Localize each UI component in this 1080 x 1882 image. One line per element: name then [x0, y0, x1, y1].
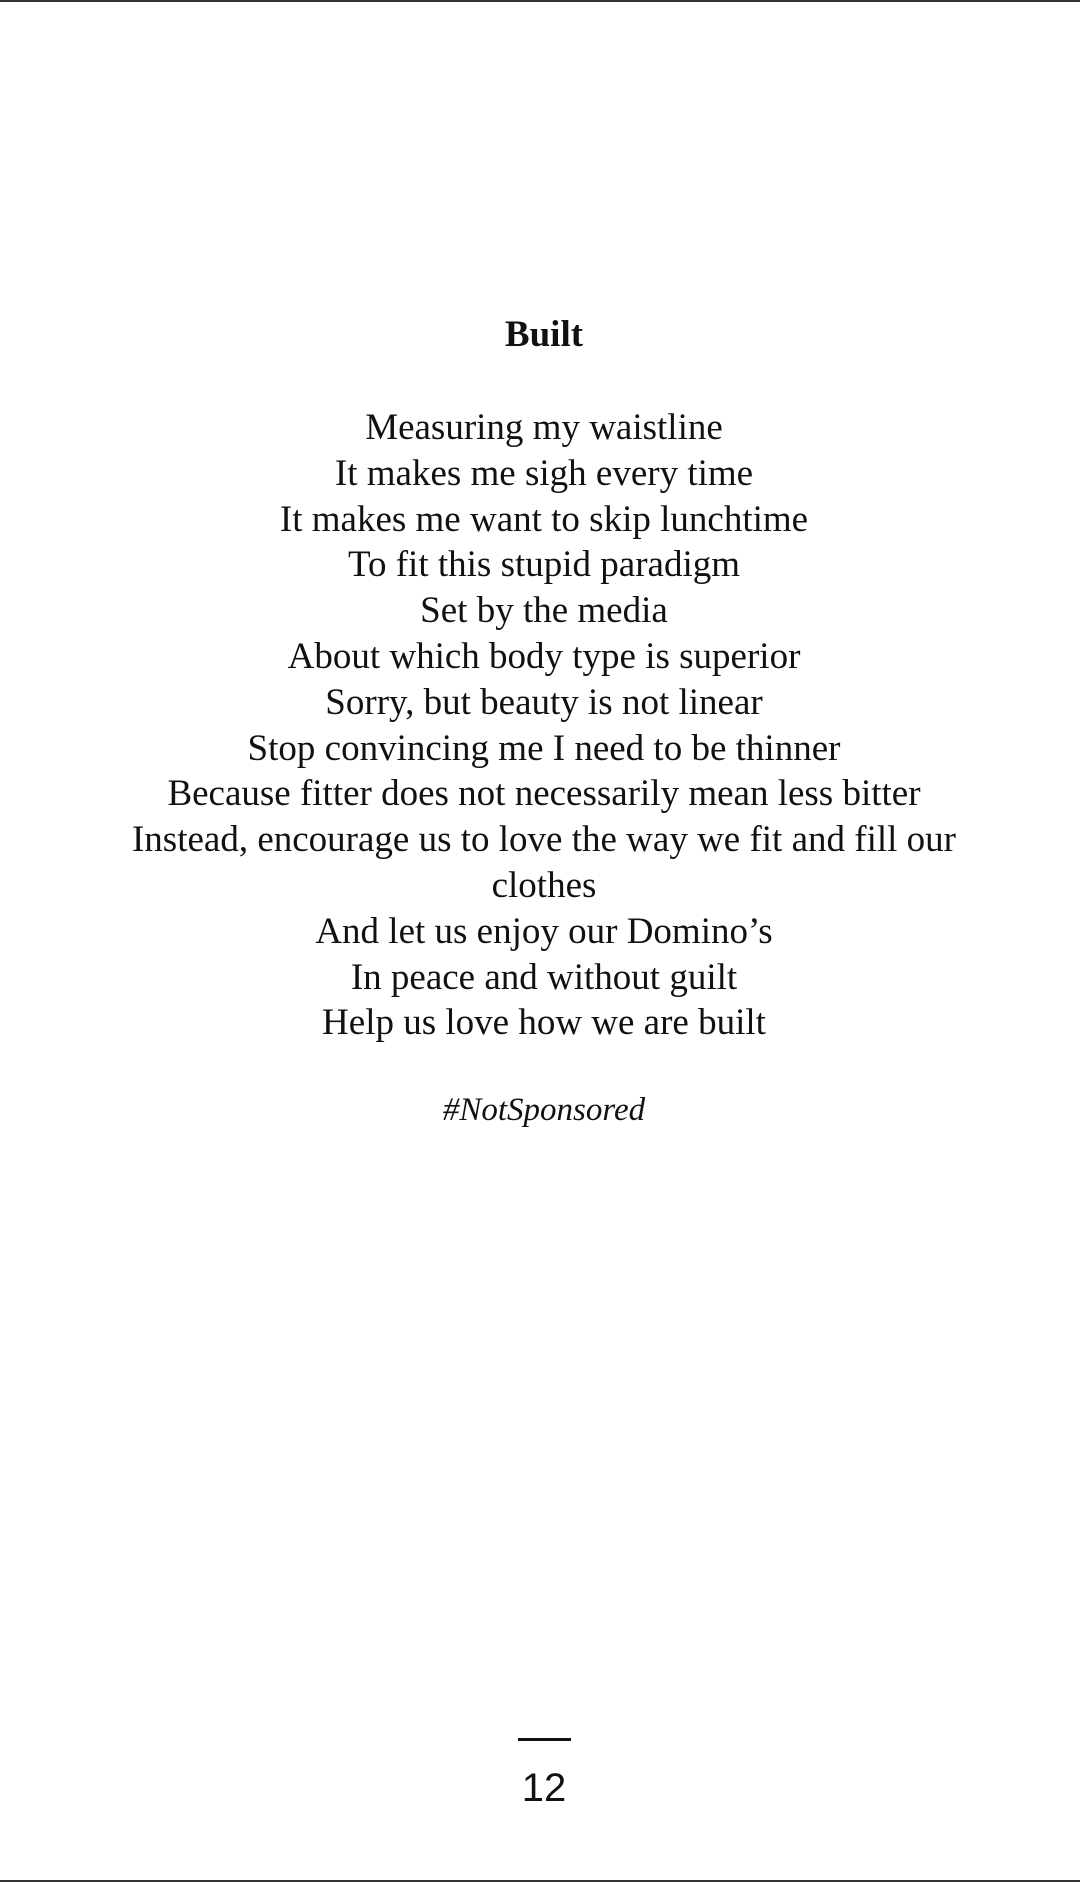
page-number: 12 [521, 1766, 567, 1810]
poem-line: Help us love how we are built [322, 1002, 766, 1044]
poem-line: Stop convincing me I need to be thinner [247, 727, 841, 769]
poem-line: About which body type is superior [287, 635, 801, 677]
poem-line: To fit this stupid paradigm [347, 544, 741, 586]
poem-title: Built [504, 314, 584, 355]
poem-line: In peace and without guilt [350, 956, 738, 998]
poem-line: Set by the media [420, 590, 668, 632]
poem-line: It makes me want to skip lunchtime [279, 498, 809, 540]
poem-line: And let us enjoy our Domino’s [315, 910, 773, 952]
poem-line: It makes me sigh every time [334, 452, 754, 494]
poem-line: Because fitter does not necessarily mean less bitter [167, 773, 921, 815]
poem-line: Measuring my waistline [365, 407, 723, 448]
page-number-rule [518, 1738, 571, 1741]
poem-line: Sorry, but beauty is not linear [325, 681, 763, 723]
poem-line: Instead, encourage us to love the way we fit and fill our clothes [131, 819, 956, 906]
poem-body [90, 405, 998, 1046]
hashtag: #NotSponsored [442, 1092, 646, 1128]
